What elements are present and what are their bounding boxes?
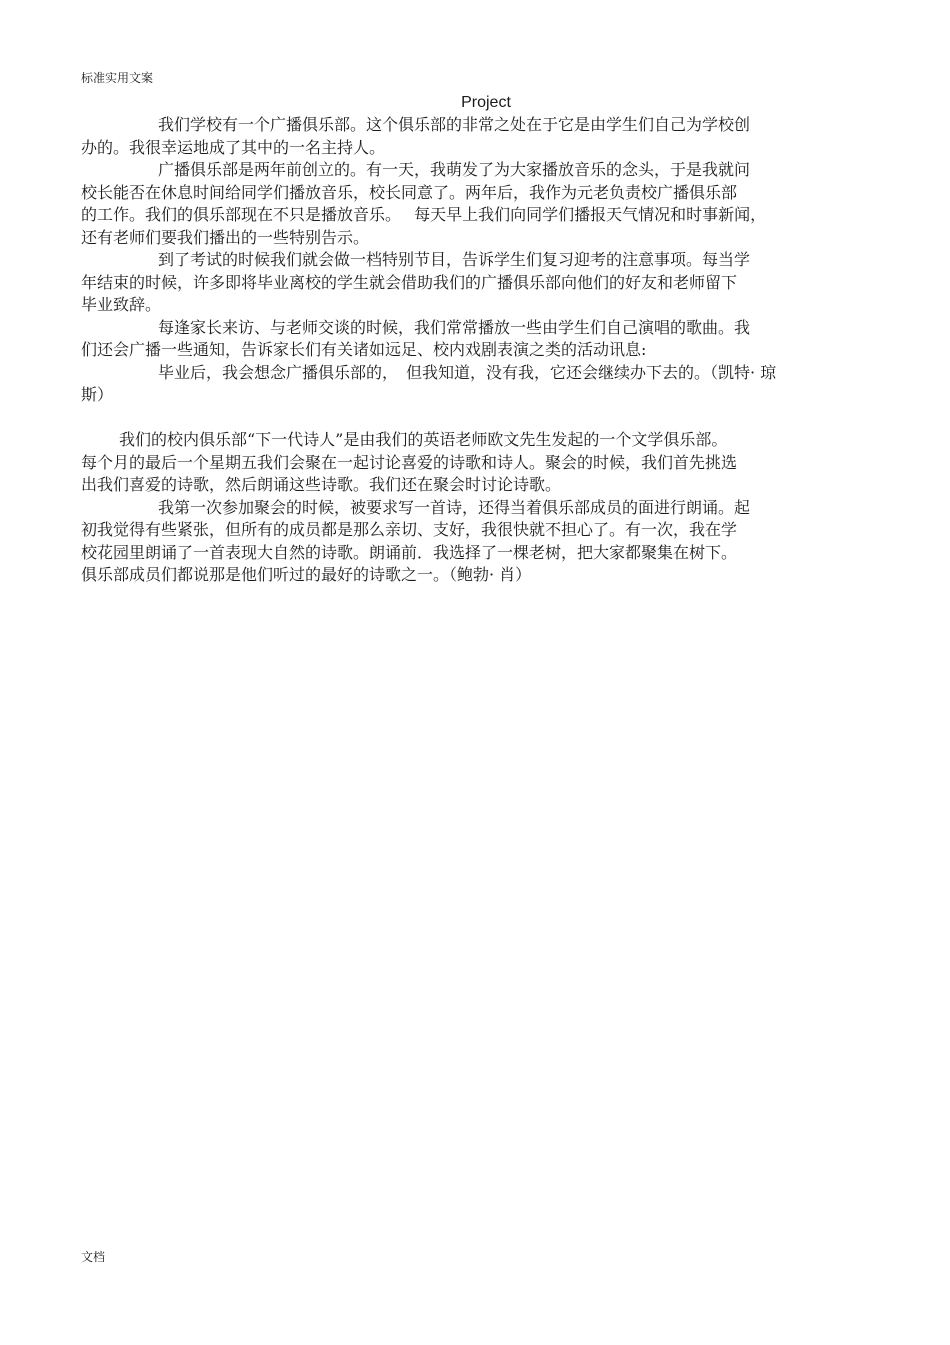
page-header-label: 标准实用文案: [81, 71, 154, 85]
article-radio-club: [81, 114, 871, 407]
document-title: Project: [461, 94, 511, 111]
paragraph-line: 还有老师们要我们播出的一些特别告示。: [81, 227, 370, 247]
paragraph-line: 广播俱乐部是两年前创立的。有一天，我萌发了为大家播放音乐的念头，于是我就问: [158, 160, 751, 179]
paragraph-line: 们还会广播一些通知，告诉家长们有关诸如远足、校内戏剧表演之类的活动讯息:: [81, 340, 647, 359]
paragraph-line: 我第一次参加聚会的时候，被要求写一首诗，还得当着俱乐部成员的面进行朗诵。起: [158, 497, 751, 517]
paragraph-line: 出我们喜爱的诗歌，然后朗诵这些诗歌。我们还在聚会时讨论诗歌。: [81, 475, 562, 494]
page-footer-label: 文档: [81, 1250, 106, 1264]
paragraph-line: 初我觉得有些紧张，但所有的成员都是那么亲切、支好，我很快就不担心了。有一次，我在学: [81, 520, 738, 539]
article-poetry-club: [81, 429, 871, 587]
paragraph-line: 毕业后，我会想念广播俱乐部的， 但我知道，没有我，它还会继续办下去的。（凯特· 琼: [158, 362, 777, 382]
paragraph-line: 校花园里朗诵了一首表现大自然的诗歌。朗诵前．我选择了一棵老树，把大家都聚集在树下。: [81, 542, 738, 562]
paragraph-line: 到了考试的时候我们就会做一档特别节目，告诉学生们复习迎考的注意事项。每当学: [158, 250, 751, 269]
paragraph-line: 校长能否在休息时间给同学们播放音乐，校长同意了。两年后，我作为元老负责校广播俱乐部: [81, 182, 738, 202]
paragraph-line: 每逢家长来访、与老师交谈的时候，我们常常播放一些由学生们自己演唱的歌曲。我: [158, 317, 751, 337]
paragraph-line: 我们学校有一个广播俱乐部。这个俱乐部的非常之处在于它是由学生们自己为学校创: [158, 115, 751, 134]
paragraph-line: 俱乐部成员们都说那是他们听过的最好的诗歌之一。（鲍勃· 肖）: [81, 565, 532, 584]
paragraph-line: 斯）: [81, 385, 114, 404]
paragraph-line: 毕业致辞。: [81, 295, 162, 314]
paragraph-line: 每个月的最后一个星期五我们会聚在一起讨论喜爱的诗歌和诗人。聚会的时候，我们首先挑选: [81, 452, 738, 472]
paragraph-line: 年结束的时候，许多即将毕业离校的学生就会借助我们的广播俱乐部向他们的好友和老师留下: [81, 272, 738, 292]
paragraph-line: 我们的校内俱乐部“下一代诗人”是由我们的英语老师欧文先生发起的一个文学俱乐部。: [119, 430, 728, 449]
paragraph-line: 的工作。我们的俱乐部现在不只是播放音乐。 每天早上我们向同学们播报天气情况和时事新闻，: [81, 205, 767, 224]
paragraph-line: 办的。我很幸运地成了其中的一名主持人。: [81, 137, 386, 157]
